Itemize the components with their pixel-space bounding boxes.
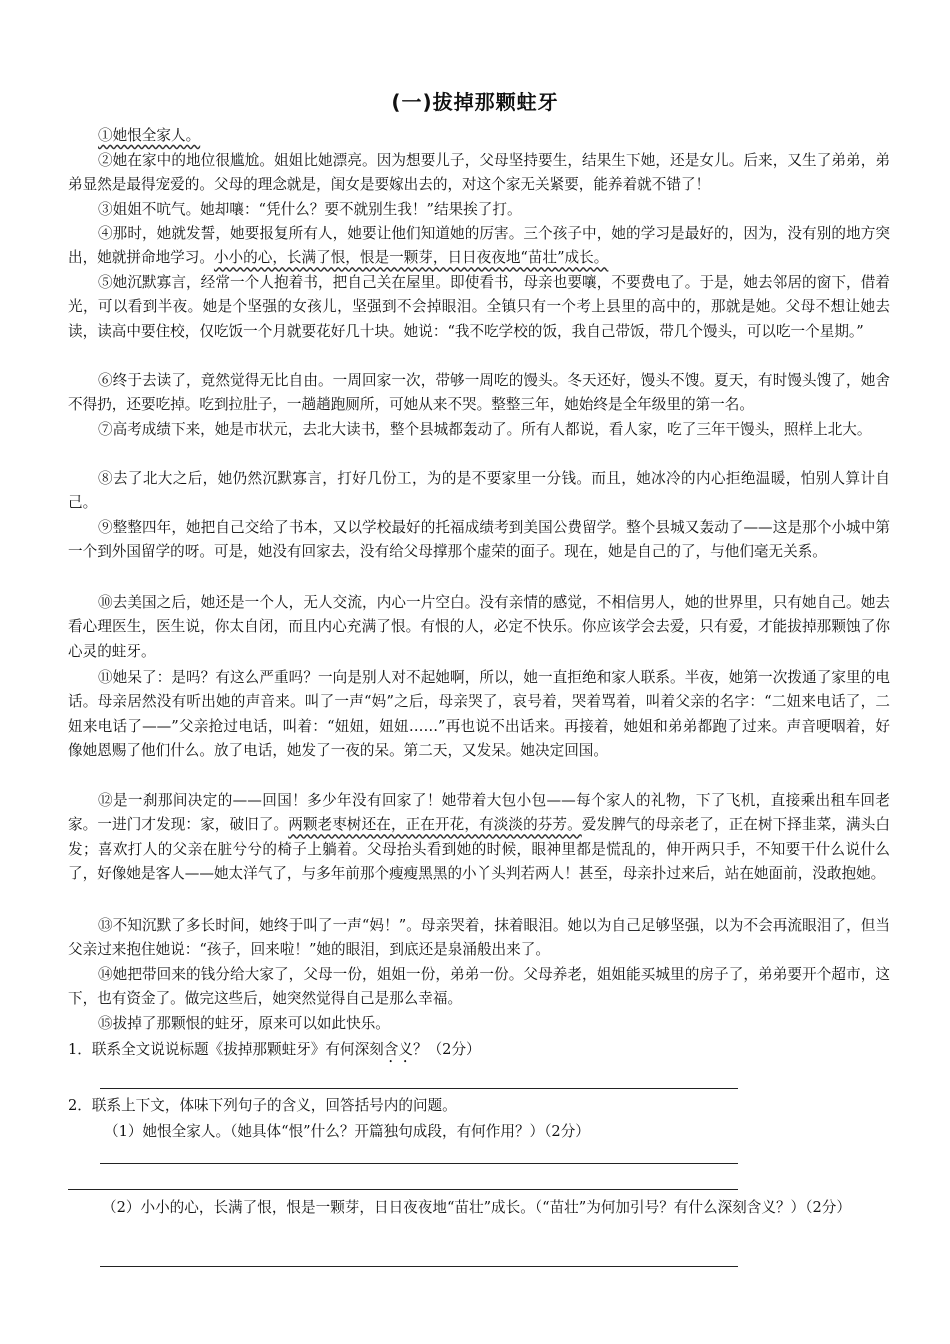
- paragraph-1-text: ①她恨全家人。: [98, 127, 201, 144]
- paragraph-2: ②她在家中的地位很尴尬。姐姐比她漂亮。因为想要儿子，父母坚持要生，结果生下她，还是女儿。后来，又生了弟弟，弟弟显然是最得宠爱的。父母的理念就是，闺女是要嫁出去的，对这个家无关紧要，能养着就不错了！: [68, 152, 890, 194]
- paragraph-4-underlined: 小小的心，长满了恨，恨是一颗芽，日日夜夜地“苗壮”成长。: [213, 249, 609, 267]
- answer-line-1[interactable]: [100, 1088, 738, 1089]
- paragraph-12: [68, 789, 890, 887]
- paragraph-6: ⑥终于去读了，竟然觉得无比自由。一周回家一次，带够一周吃的馒头。冬天还好，馒头不馊。夏天，有时馒头馊了，她舍不得扔，还要吃掉。吃到拉肚子，一趟趟跑厕所，可她从来不哭。整整三年，她始终是全年级里的第一名。: [68, 372, 890, 414]
- paragraph-4: [68, 222, 890, 271]
- paragraph-1: [68, 124, 890, 148]
- answer-line-2-2[interactable]: [100, 1266, 738, 1267]
- paragraph-11: ⑪她呆了：是吗？有这么严重吗？一向是别人对不起她啊，所以，她一直拒绝和家人联系。半夜，她第一次拨通了家里的电话。母亲居然没有听出她的声音来。叫了一声“妈”之后，母亲哭了，哀号着，哭着骂着，叫着父亲的名字：“二妞来电话了，二妞来电话了——”父亲抢过电话，叫着：“妞妞，妞妞……”再也说不出话来。再接着，她姐和弟弟都跑了过来。声音哽咽着，好像她恩赐了他们什么。放了电话，她发了一夜的呆。第二天，又发呆。她决定回国。: [68, 669, 890, 760]
- question-2: 2．联系上下文，体味下列句子的含义，回答括号内的问题。: [68, 1097, 457, 1114]
- paragraph-9: ⑨整整四年，她把自己交给了书本，又以学校最好的托福成绩考到美国公费留学。整个县城又轰动了——这是那个小城中第一个到外国留学的呀。可是，她没有回家去，没有给父母撑那个虚荣的面子。现在，她是自己的了，与他们毫无关系。: [68, 519, 890, 561]
- question-1-text: 1．联系全文说说标题《拔掉那颗蛀牙》有何深刻: [68, 1041, 384, 1058]
- paragraph-12-underlined: 两颗老枣树还在，正在开花，有淡淡的芬芳。: [288, 816, 582, 834]
- paragraph-5: ⑤她沉默寡言，经常一个人抱着书，把自己关在屋里。即使看书，母亲也要嚷，不要费电了。于是，她去邻居的窗下，借着光，可以看到半夜。她是个坚强的女孩儿，坚强到不会掉眼泪。全镇只有一个考上县里的高中的，那就是她。父母不想让她去读，读高中要住校，仅吃饭一个月就要花好几十块。她说：“我不吃学校的饭，我自己带饭，带几个馒头，可以吃一个星期。”: [68, 274, 890, 340]
- question-1-score: ？（2分）: [412, 1041, 481, 1058]
- answer-line-2-1a[interactable]: [100, 1163, 738, 1164]
- paragraph-12-text-a: ⑫是一刹那间决定的——回国！多少年没有回家了！她带着大包小包——每个家人的礼物，下了飞机，直接乘出租车回老家。一进门才发现：家，破旧了。: [68, 792, 890, 834]
- paragraph-3: ③姐姐不吭气。她却嚷：“凭什么？要不就别生我！”结果挨了打。: [98, 201, 522, 218]
- question-1: [68, 1038, 890, 1066]
- paragraph-10: ⑩去美国之后，她还是一个人，无人交流，内心一片空白。没有亲情的感觉，不相信男人，她的世界里，只有她自己。她去看心理医生，医生说，你太自闭，而且内心充满了恨。有恨的人，必定不快乐。你应该学会去爱，只有爱，才能拔掉那颗蚀了你心灵的蛀牙。: [68, 594, 890, 660]
- paragraph-12-text-c: 爱发脾气的母亲老了，正在树下择韭菜，满头白发；喜欢打人的父亲在脏兮兮的椅子上躺着。父母抬头看到她的时候，眼神里都是慌乱的，伸开两只手，不知要干什么说什么了，好像她是客人——她太洋气了，与多年前那个瘦瘦黑黑的小丫头判若两人！甚至，母亲扑过来后，站在她面前，没敢抱她。: [68, 816, 890, 883]
- question-2-1: （1）她恨全家人。（她具体“恨”什么？开篇独句成段，有何作用？）（2分）: [104, 1123, 590, 1140]
- question-2-2: （2）小小的心，长满了恨，恨是一颗芽，日日夜夜地“苗壮”成长。（“苗壮”为何加引号？有什么深刻含义？）（2分）: [102, 1199, 851, 1216]
- paragraph-13: ⑬不知沉默了多长时间，她终于叫了一声“妈！”。母亲哭着，抹着眼泪。她以为自己足够坚强，以为不会再流眼泪了，但当父亲过来抱住她说：“孩子，回来啦！”她的眼泪，到底还是泉涌般出来了。: [68, 917, 890, 959]
- question-1-emphasis: 含义: [383, 1041, 413, 1058]
- page-title: (一)拔掉那颗蛀牙: [391, 90, 559, 114]
- paragraph-4-text: ④那时，她就发誓，她要报复所有人，她要让他们知道她的厉害。三个孩子中，她的学习是最好的，因为，没有别的地方突出，她就拼命地学习。: [68, 225, 890, 267]
- paragraph-15: ⑮拔掉了那颗恨的蛀牙，原来可以如此快乐。: [98, 1015, 390, 1032]
- answer-line-2-1b[interactable]: [68, 1189, 738, 1190]
- paragraph-14: ⑭她把带回来的钱分给大家了，父母一份，姐姐一份，弟弟一份。父母养老，姐姐能买城里的房子了，弟弟要开个超市，这下，也有资金了。做完这些后，她突然觉得自己是那么幸福。: [68, 966, 890, 1008]
- paragraph-8: ⑧去了北大之后，她仍然沉默寡言，打好几份工，为的是不要家里一分钱。而且，她冰冷的内心拒绝温暖，怕别人算计自己。: [68, 470, 890, 512]
- paragraph-7: ⑦高考成绩下来，她是市状元，去北大读书，整个县城都轰动了。所有人都说，看人家，吃了三年干馒头，照样上北大。: [98, 421, 872, 438]
